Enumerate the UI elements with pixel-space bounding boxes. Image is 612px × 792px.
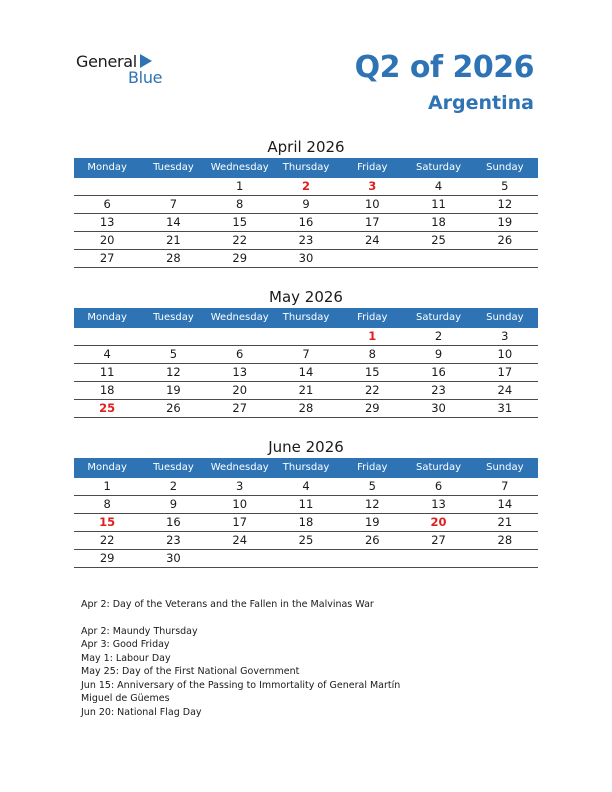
day-cell: 6 bbox=[434, 479, 443, 493]
day-cell: 7 bbox=[501, 479, 509, 493]
day-cell: 8 bbox=[103, 497, 111, 511]
week-row bbox=[74, 550, 538, 568]
day-cell: 22 bbox=[232, 233, 248, 247]
day-cell: 23 bbox=[298, 233, 314, 247]
day-cell: 2 bbox=[301, 179, 310, 193]
weekday-label: Sunday bbox=[486, 462, 524, 473]
day-cell: 30 bbox=[298, 251, 314, 265]
day-cell: 18 bbox=[431, 215, 446, 229]
week-row bbox=[74, 400, 538, 418]
day-cell: 11 bbox=[298, 497, 314, 511]
day-cell bbox=[74, 328, 140, 345]
day-cell: 13 bbox=[232, 365, 248, 379]
logo-triangle-icon bbox=[140, 54, 152, 68]
day-cell: 19 bbox=[364, 515, 380, 529]
weekday-label: Saturday bbox=[416, 312, 462, 323]
day-cell: 5 bbox=[368, 479, 376, 493]
day-cell: 4 bbox=[103, 347, 111, 361]
week-row bbox=[74, 232, 538, 250]
day-cell: 17 bbox=[232, 515, 248, 529]
month-title: April 2026 bbox=[267, 138, 345, 156]
day-cell: 23 bbox=[431, 383, 446, 397]
month-title: June 2026 bbox=[268, 438, 344, 456]
day-cell: 12 bbox=[364, 497, 380, 511]
weekday-label: Sunday bbox=[486, 312, 524, 323]
day-cell: 21 bbox=[166, 233, 181, 247]
day-cell bbox=[405, 550, 471, 567]
week-row bbox=[74, 214, 538, 232]
day-cell bbox=[273, 550, 339, 567]
logo-word-general: General bbox=[76, 52, 137, 71]
weekday-label: Tuesday bbox=[153, 312, 194, 323]
day-cell: 8 bbox=[236, 197, 244, 211]
holiday-note: May 1: Labour Day bbox=[81, 652, 171, 664]
day-cell: 17 bbox=[364, 215, 380, 229]
day-cell bbox=[273, 328, 339, 345]
day-cell: 13 bbox=[431, 497, 446, 511]
day-cell bbox=[472, 250, 538, 267]
day-cell bbox=[472, 550, 538, 567]
week-row bbox=[74, 532, 538, 550]
day-cell: 15 bbox=[99, 515, 116, 529]
day-cell bbox=[405, 250, 471, 267]
holiday-note: Jun 15: Anniversary of the Passing to Immortality of General Martín bbox=[81, 679, 401, 691]
day-cell: 3 bbox=[368, 179, 377, 193]
country-name: Argentina bbox=[427, 92, 534, 114]
weekday-header bbox=[74, 308, 538, 328]
day-cell: 5 bbox=[169, 347, 178, 361]
weekday-label: Wednesday bbox=[210, 462, 269, 473]
month-title: May 2026 bbox=[269, 288, 343, 306]
weekday-label: Monday bbox=[87, 162, 127, 173]
day-cell bbox=[339, 250, 405, 267]
holiday-note: Apr 2: Day of the Veterans and the Fallen in the Malvinas War bbox=[81, 599, 374, 610]
day-cell: 10 bbox=[364, 197, 380, 211]
day-cell: 19 bbox=[497, 215, 513, 229]
day-cell: 23 bbox=[166, 533, 181, 547]
weekday-label: Thursday bbox=[282, 312, 330, 323]
day-cell: 20 bbox=[99, 233, 115, 247]
day-cell: 27 bbox=[431, 533, 446, 547]
day-cell: 29 bbox=[232, 251, 248, 265]
day-cell: 27 bbox=[99, 251, 115, 265]
day-cell: 30 bbox=[431, 401, 446, 415]
holiday-note: Apr 2: Maundy Thursday bbox=[81, 625, 198, 637]
day-cell: 16 bbox=[166, 515, 181, 529]
month-calendar bbox=[74, 286, 538, 418]
weekday-label: Sunday bbox=[486, 162, 524, 173]
day-cell: 21 bbox=[298, 383, 314, 397]
day-cell: 4 bbox=[302, 479, 310, 493]
day-cell: 12 bbox=[497, 197, 513, 211]
day-cell: 20 bbox=[232, 383, 248, 397]
day-cell: 22 bbox=[364, 383, 380, 397]
day-cell: 29 bbox=[99, 551, 115, 565]
week-row bbox=[74, 496, 538, 514]
holiday-note: Apr 3: Good Friday bbox=[81, 639, 170, 650]
day-cell: 28 bbox=[166, 251, 181, 265]
day-cell: 2 bbox=[434, 329, 443, 343]
day-cell: 12 bbox=[166, 365, 181, 379]
day-cell: 3 bbox=[236, 479, 244, 493]
day-cell: 25 bbox=[431, 233, 446, 247]
month-calendar bbox=[74, 136, 538, 268]
week-row bbox=[74, 346, 538, 364]
month-calendar bbox=[74, 436, 538, 568]
day-cell: 26 bbox=[497, 233, 513, 247]
day-cell: 5 bbox=[501, 179, 509, 193]
day-cell: 9 bbox=[434, 347, 443, 361]
day-cell: 17 bbox=[497, 365, 513, 379]
day-cell: 25 bbox=[298, 533, 314, 547]
day-cell: 26 bbox=[364, 533, 380, 547]
day-cell: 13 bbox=[99, 215, 115, 229]
day-cell: 1 bbox=[368, 329, 377, 343]
day-cell: 30 bbox=[166, 551, 181, 565]
generalblue-logo bbox=[76, 52, 196, 92]
day-cell: 16 bbox=[298, 215, 314, 229]
day-cell: 11 bbox=[99, 365, 115, 379]
day-cell: 24 bbox=[497, 383, 513, 397]
day-cell: 28 bbox=[298, 401, 314, 415]
day-cell: 8 bbox=[368, 347, 376, 361]
day-cell: 28 bbox=[497, 533, 513, 547]
logo-word-blue: Blue bbox=[128, 68, 163, 87]
day-cell: 1 bbox=[103, 479, 111, 493]
day-cell: 19 bbox=[166, 383, 181, 397]
day-cell: 14 bbox=[298, 365, 314, 379]
day-cell: 7 bbox=[169, 197, 178, 211]
day-cell: 6 bbox=[236, 347, 244, 361]
week-row bbox=[74, 382, 538, 400]
day-cell bbox=[74, 178, 140, 195]
day-cell: 20 bbox=[430, 515, 447, 529]
week-row bbox=[74, 328, 538, 346]
day-cell: 15 bbox=[232, 215, 248, 229]
notes-spacer bbox=[81, 612, 501, 625]
holiday-note: Jun 20: National Flag Day bbox=[81, 706, 202, 718]
day-cell: 9 bbox=[302, 197, 310, 211]
day-cell: 14 bbox=[497, 497, 513, 511]
weekday-label: Thursday bbox=[282, 162, 330, 173]
week-row bbox=[74, 178, 538, 196]
day-cell: 27 bbox=[232, 401, 248, 415]
week-row bbox=[74, 196, 538, 214]
day-cell: 31 bbox=[497, 401, 513, 415]
weekday-label: Monday bbox=[87, 312, 127, 323]
weekday-label: Friday bbox=[357, 312, 388, 323]
day-cell: 3 bbox=[501, 329, 509, 343]
week-row bbox=[74, 364, 538, 382]
weekday-label: Wednesday bbox=[210, 162, 269, 173]
day-cell: 11 bbox=[431, 197, 446, 211]
week-row bbox=[74, 250, 538, 268]
day-cell: 18 bbox=[298, 515, 314, 529]
weekday-label: Friday bbox=[357, 162, 388, 173]
weekday-label: Friday bbox=[357, 462, 388, 473]
day-cell bbox=[207, 550, 273, 567]
day-cell: 16 bbox=[431, 365, 446, 379]
day-cell: 7 bbox=[302, 347, 310, 361]
holiday-note: May 25: Day of the First National Government bbox=[81, 666, 300, 677]
day-cell: 25 bbox=[99, 401, 116, 415]
day-cell: 10 bbox=[232, 497, 248, 511]
weekday-label: Wednesday bbox=[210, 312, 269, 323]
day-cell: 10 bbox=[497, 347, 513, 361]
day-cell: 21 bbox=[497, 515, 513, 529]
holiday-notes bbox=[81, 598, 501, 719]
weekday-label: Tuesday bbox=[153, 162, 194, 173]
weekday-header bbox=[74, 458, 538, 478]
day-cell bbox=[207, 328, 273, 345]
weekday-label: Monday bbox=[87, 462, 127, 473]
weekday-header bbox=[74, 158, 538, 178]
weekday-label: Tuesday bbox=[153, 462, 194, 473]
week-row bbox=[74, 514, 538, 532]
day-cell bbox=[140, 328, 206, 345]
day-cell: 26 bbox=[166, 401, 181, 415]
day-cell: 4 bbox=[434, 179, 443, 193]
week-row bbox=[74, 478, 538, 496]
day-cell: 29 bbox=[364, 401, 380, 415]
day-cell bbox=[339, 550, 405, 567]
day-cell: 6 bbox=[103, 197, 111, 211]
weekday-label: Thursday bbox=[282, 462, 330, 473]
day-cell: 14 bbox=[166, 215, 181, 229]
day-cell: 22 bbox=[99, 533, 115, 547]
day-cell: 2 bbox=[169, 479, 178, 493]
holiday-note: Miguel de Güemes bbox=[81, 693, 170, 704]
day-cell: 18 bbox=[99, 383, 115, 397]
day-cell: 15 bbox=[364, 365, 380, 379]
day-cell: 24 bbox=[232, 533, 248, 547]
day-cell: 1 bbox=[236, 179, 244, 193]
day-cell bbox=[140, 178, 206, 195]
day-cell: 9 bbox=[169, 497, 178, 511]
weekday-label: Saturday bbox=[416, 162, 462, 173]
quarter-title: Q2 of 2026 bbox=[354, 50, 534, 85]
weekday-label: Saturday bbox=[416, 462, 462, 473]
day-cell: 24 bbox=[364, 233, 380, 247]
